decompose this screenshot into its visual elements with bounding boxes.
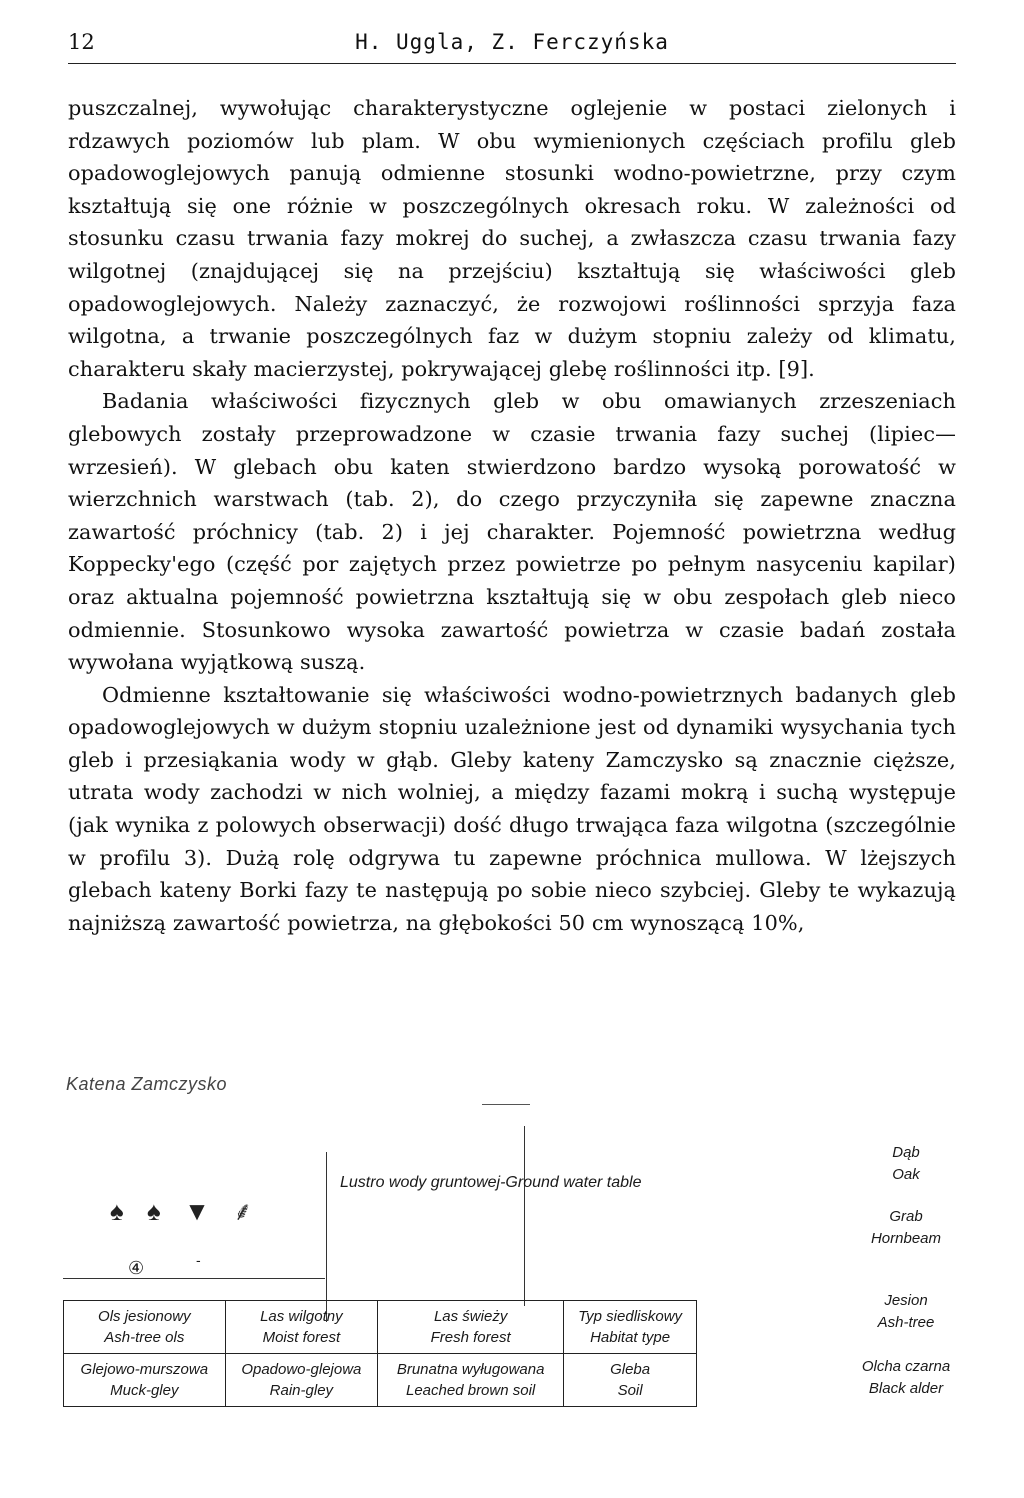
legend-cell: Las świeży Fresh forest bbox=[378, 1301, 564, 1354]
legend-cell: Las wilgotny Moist forest bbox=[225, 1301, 378, 1354]
legend-cell: Glejowo-murszowa Muck-gley bbox=[64, 1354, 226, 1407]
tree-label-en: Oak bbox=[892, 1166, 920, 1183]
tree-symbols-icon: ♠ ♠ ▼ ⸙ bbox=[110, 1196, 261, 1226]
legend-row-habitat bbox=[64, 1301, 697, 1354]
tree-label-pl: Dąb bbox=[892, 1144, 920, 1161]
paragraph-2: Badania właściwości fizycznych gleb w obu omawianych zrzeszeniach glebowych zostały przeprowadzone w czasie trwania fazy suchej (lipiec—wrzesień). W glebach obu katen stwierdzono bardzo wysoką porowatość w wierzchnich warstwach (tab. 2), do czego przyczyniła się zapewne znaczna zawartość próchnicy (tab. 2) i jej charakter. Pojemność powietrzna według Koppecky'ego (część por zajętych przez powietrze po pełnym nasyceniu kapilar) oraz aktualna pojemność powietrzna kształtują się w obu zespołach gleb nieco odmiennie. Stosunkowo wysoka zawartość powietrza w czasie badań została wywołana wyjątkową suszą. bbox=[68, 389, 956, 675]
running-title: H. Uggla, Z. Ferczyńska bbox=[355, 30, 669, 54]
legend-cell: Ols jesionowy Ash-tree ols bbox=[64, 1301, 226, 1354]
tree-label-en: Ash-tree bbox=[877, 1314, 935, 1331]
page-header bbox=[68, 30, 956, 62]
tree-label-en: Hornbeam bbox=[870, 1230, 942, 1247]
legend-row-soil bbox=[64, 1354, 697, 1407]
tree-label-pl: Jesion bbox=[884, 1292, 928, 1309]
paragraph-3: Odmienne kształtowanie się właściwości wodno-powietrznych badanych gleb opadowoglejowych w dużym stopniu uzależnione jest od dynamiki wysychania tych gleb i przesiąkania wody w głąb. Gleby kateny Zamczysko są znacznie cięższe, utrata wody zachodzi w nich wolniej, a między fazami mokrą i suchą występuje (jak wynika z polowych obserwacji) dość długo trwająca faza wilgotna (szczególnie w profilu 3). Dużą rolę odgrywa tu zapewne próchnica mullowa. W lżejszych glebach kateny Borki fazy te następują po sobie nieco szybciej. Gleby te wykazują najniższą zawartość powietrza, na głębokości 50 cm wynoszącą 10%, bbox=[68, 682, 956, 935]
legend-cell: Brunatna wyługowana Leached brown soil bbox=[378, 1354, 564, 1407]
paragraph-1: puszczalnej, wywołując charakterystyczne oglejenie w postaci zielonych i rdzawych poziomów lub plam. W obu wymienionych częściach profilu gleb opadowoglejowych panują odmienne stosunki wodno-powietrzne, przy czym kształtują się one różnie w poszczególnych okresach roku. W zależności od stosunku czasu trwania fazy mokrej do suchej, a zwłaszcza czasu trwania fazy wilgotnej (znajdującej się na przejściu) kształtują się właściwości gleb opadowoglejowych. Należy zaznaczyć, że rozwojowi roślinności sprzyja faza wilgotna, a trwanie poszczególnych faz w dużym stopniu zależy od klimatu, charakteru skały macierzystej, pokrywającej glebę roślinności itp. [9]. bbox=[68, 96, 956, 381]
habitat-soil-legend bbox=[63, 1300, 697, 1407]
tree-label-pl: Grab bbox=[889, 1208, 923, 1225]
ground-surface-line bbox=[63, 1278, 325, 1279]
figure-title: Katena Zamczysko bbox=[66, 1074, 228, 1094]
figure-dash bbox=[482, 1104, 530, 1105]
header-rule bbox=[68, 63, 956, 64]
profile-line-left bbox=[326, 1152, 327, 1322]
tree-label-alder bbox=[846, 1356, 966, 1400]
tree-label-ash bbox=[846, 1290, 966, 1334]
figure-tick: - bbox=[196, 1252, 201, 1268]
profile-marker: ④ bbox=[128, 1258, 145, 1278]
profile-line-center bbox=[524, 1126, 525, 1306]
tree-label-pl: Olcha czarna bbox=[861, 1358, 951, 1375]
legend-cell: Typ siedliskowy Habitat type bbox=[564, 1301, 697, 1354]
tree-label-oak bbox=[846, 1142, 966, 1186]
catena-figure bbox=[0, 1060, 1024, 1498]
article-body bbox=[68, 92, 956, 939]
legend-cell: Gleba Soil bbox=[564, 1354, 697, 1407]
groundwater-label: Lustro wody gruntowej-Ground water table bbox=[340, 1174, 642, 1191]
page-number: 12 bbox=[68, 30, 95, 54]
legend-cell: Opadowo-glejowa Rain-gley bbox=[225, 1354, 378, 1407]
tree-label-en: Black alder bbox=[868, 1380, 944, 1397]
tree-label-hornbeam bbox=[846, 1206, 966, 1250]
